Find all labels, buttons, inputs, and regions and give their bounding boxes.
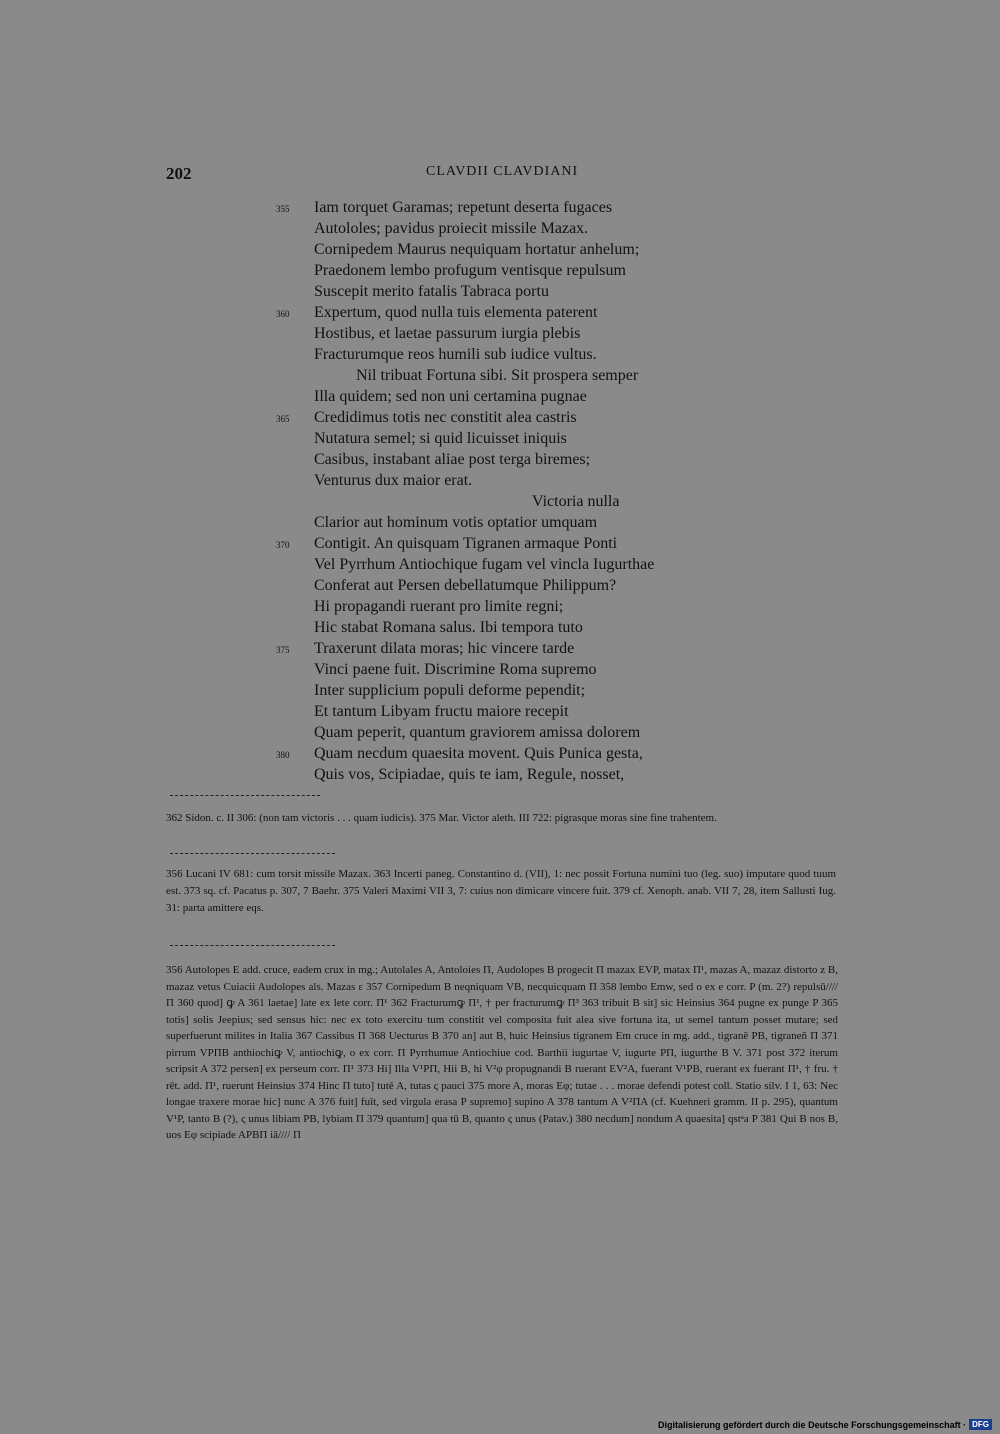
verse-block bbox=[276, 197, 655, 785]
verse-line bbox=[276, 533, 654, 554]
verse-text: Autololes; pavidus proiecit missile Mazax. bbox=[314, 220, 589, 237]
line-number: 370 bbox=[276, 540, 290, 550]
verse-line bbox=[314, 323, 654, 344]
separator-rule-2 bbox=[170, 853, 335, 854]
verse-text: Hic stabat Romana salus. Ibi tempora tuto bbox=[314, 619, 583, 636]
verse-text: Victoria nulla bbox=[532, 493, 620, 510]
verse-line bbox=[276, 743, 654, 764]
verse-text: Nutatura semel; si quid licuisset iniquis bbox=[314, 430, 567, 447]
verse-line bbox=[314, 386, 654, 407]
verse-text: Cornipedem Maurus nequiquam hortatur anhelum; bbox=[314, 241, 640, 258]
verse-text: Vinci paene fuit. Discrimine Roma supremo bbox=[314, 661, 597, 678]
testimonia-text: 356 Lucani IV 681: cum torsit missile Mazax. 363 Incerti paneg. Constantino d. (VII), 1: nec possit Fortuna numini tuo (leg. suo) imputare quod tuum est. 373 sq. cf. Pacatus p. 307, 7 Baehr. 375 Valeri Maximi VII 3, 7: cuius non dimicare vincere fuit. 379 cf. Xenoph. anab. VII 7, 28, item Sallusti Iug. 31: parta amittere eqs. bbox=[166, 868, 836, 914]
verse-text: Contigit. An quisquam Tigranen armaque Ponti bbox=[314, 535, 618, 552]
verse-line bbox=[314, 575, 654, 596]
verse-line bbox=[314, 470, 654, 491]
verse-line bbox=[314, 239, 654, 260]
verse-text: Fracturumque reos humili sub iudice vultus. bbox=[314, 346, 597, 363]
verse-text: Conferat aut Persen debellatumque Philippum? bbox=[314, 577, 617, 594]
testimonia-block-2 bbox=[166, 866, 836, 917]
verse-text: Quam peperit, quantum graviorem amissa dolorem bbox=[314, 724, 641, 741]
verse-text: Hostibus, et laetae passurum iurgia plebis bbox=[314, 325, 581, 342]
verse-line bbox=[314, 701, 654, 722]
verse-line bbox=[314, 428, 654, 449]
footer-credit bbox=[658, 1419, 992, 1430]
apparatus-text: 356 Autolopes E add. cruce, eadem crux in mg.; Autolales A, Antoloies Π, Audolopes B progecit Π mazax EVP, matax Π¹, mazas A, mazaz distorto z B, mazaz vetus Cuiacii Audolopes als. Mazas ε 357 Cornipedum B neqniquam VB, necquicquam Π 358 lembo Emw, sed o ex e corr. P (m. 2?) repulsū//// Π 360 quod] ꝙ A 361 laetae] late ex lete corr. Π¹ 362 Fracturumꝙ Π¹, † per fracturumꝙ Π³ 363 tribuit B sit] sic Heinsius 364 pugne ex punge P 365 totis] solis Jeepius; sed sensus hic: nec ex toto exercitu tum constitit vel composita fuit alea sive fortuna ita, ut semel tantum posset mutare; sed superfuerunt milites in Italia 367 Cassibus Π 368 Uecturus B 370 an] aut B, huic Heinsius tigranem Em cruce in mg. add., tigranē PB, tigraneñ Π 371 pirrum VPΠB anthiochiꝙ V, antiochiꝙ, o ex corr. Π Pyrrhumue Antiochiue cod. Barthii iugurtae V, iugurte PΠ, iugurthe B V. 371 post 372 iterum scripsit A 372 persen] ex perseum corr. Π¹ 373 Hi] Illa V¹PΠ, Hii B, hi V²φ propugnandi B ruerant EV²A, fuerant V¹PB, ruerant ex fuerant Π¹, † fru. † rēt. add. Π¹, ruerunt Heinsius 374 Hinc Π tuto] tutē A, tutas ς pauci 375 more A, moras Eφ; tutae . . . morae defendi potest coll. Statio silv. I 1, 63: Nec longae traxere morae hic] nunc A 376 fuit] fuīt, sed virgula erasa P supremo] supino A 378 tantum A V²ΠA (cf. Kuehneri gramm. II p. 295), quantum V¹P, tanto B (?), ς unus libiam PB, lybiam Π 379 quantum] qua tū B, quanto ς unus (Patav.) 380 necdum] nondum A quaesita] qstᵃa P 381 Qui B nos B, uos Eφ scipiade APBΠ iā//// Π bbox=[166, 964, 838, 1141]
verse-line bbox=[314, 365, 654, 386]
verse-text: Suscepit merito fatalis Tabraca portu bbox=[314, 283, 549, 300]
verse-text: Praedonem lembo profugum ventisque repulsum bbox=[314, 262, 626, 279]
line-number: 365 bbox=[276, 414, 290, 424]
dfg-logo: DFG bbox=[969, 1419, 992, 1430]
testimonia-text: 362 Sidon. c. II 306: (non tam victoris . . . quam iudicis). 375 Mar. Victor aleth. III 722: pigrasque moras sine fine trahentem. bbox=[166, 812, 717, 824]
verse-line bbox=[276, 638, 654, 659]
verse-line bbox=[314, 764, 654, 785]
verse-line bbox=[314, 680, 654, 701]
verse-line bbox=[314, 512, 654, 533]
line-number: 355 bbox=[276, 204, 290, 214]
page-number: 202 bbox=[166, 164, 192, 183]
verse-line bbox=[314, 659, 654, 680]
verse-text: Iam torquet Garamas; repetunt deserta fugaces bbox=[314, 199, 613, 216]
critical-apparatus bbox=[166, 962, 838, 1144]
line-number: 375 bbox=[276, 645, 290, 655]
verse-line bbox=[314, 449, 654, 470]
testimonia-block-1 bbox=[166, 810, 836, 827]
verse-line bbox=[276, 197, 654, 218]
verse-line bbox=[276, 407, 654, 428]
verse-line bbox=[314, 554, 654, 575]
verse-text: Nil tribuat Fortuna sibi. Sit prospera semper bbox=[356, 367, 639, 384]
verse-text: Quis vos, Scipiadae, quis te iam, Regule, nosset, bbox=[314, 766, 625, 783]
verse-text: Illa quidem; sed non uni certamina pugnae bbox=[314, 388, 587, 405]
verse-text: Clarior aut hominum votis optatior umquam bbox=[314, 514, 598, 531]
verse-line bbox=[276, 302, 654, 323]
line-number: 360 bbox=[276, 309, 290, 319]
separator-rule-1 bbox=[170, 795, 320, 796]
footer-text: Digitalisierung gefördert durch die Deutsche Forschungsgemeinschaft · bbox=[658, 1419, 967, 1430]
line-number: 380 bbox=[276, 750, 290, 760]
separator-rule-3 bbox=[170, 945, 335, 946]
verse-line bbox=[314, 617, 654, 638]
verse-text: Vel Pyrrhum Antiochique fugam vel vincla Iugurthae bbox=[314, 556, 655, 573]
verse-line bbox=[314, 344, 654, 365]
verse-text: Expertum, quod nulla tuis elementa paterent bbox=[314, 304, 598, 321]
verse-line bbox=[314, 260, 654, 281]
verse-line bbox=[314, 281, 654, 302]
verse-line bbox=[314, 722, 654, 743]
verse-line bbox=[314, 218, 654, 239]
verse-text: Et tantum Libyam fructu maiore recepit bbox=[314, 703, 569, 720]
running-title: CLAVDII CLAVDIANI bbox=[426, 164, 579, 179]
verse-text: Quam necdum quaesita movent. Quis Punica gesta, bbox=[314, 745, 643, 762]
verse-text: Inter supplicium populi deforme pependit; bbox=[314, 682, 586, 699]
verse-line bbox=[314, 491, 654, 512]
verse-text: Casibus, instabant aliae post terga biremes; bbox=[314, 451, 591, 468]
verse-line bbox=[314, 596, 654, 617]
verse-text: Credidimus totis nec constitit alea castris bbox=[314, 409, 577, 426]
verse-text: Venturus dux maior erat. bbox=[314, 472, 473, 489]
verse-text: Traxerunt dilata moras; hic vincere tarde bbox=[314, 640, 575, 657]
verse-text: Hi propagandi ruerant pro limite regni; bbox=[314, 598, 564, 615]
